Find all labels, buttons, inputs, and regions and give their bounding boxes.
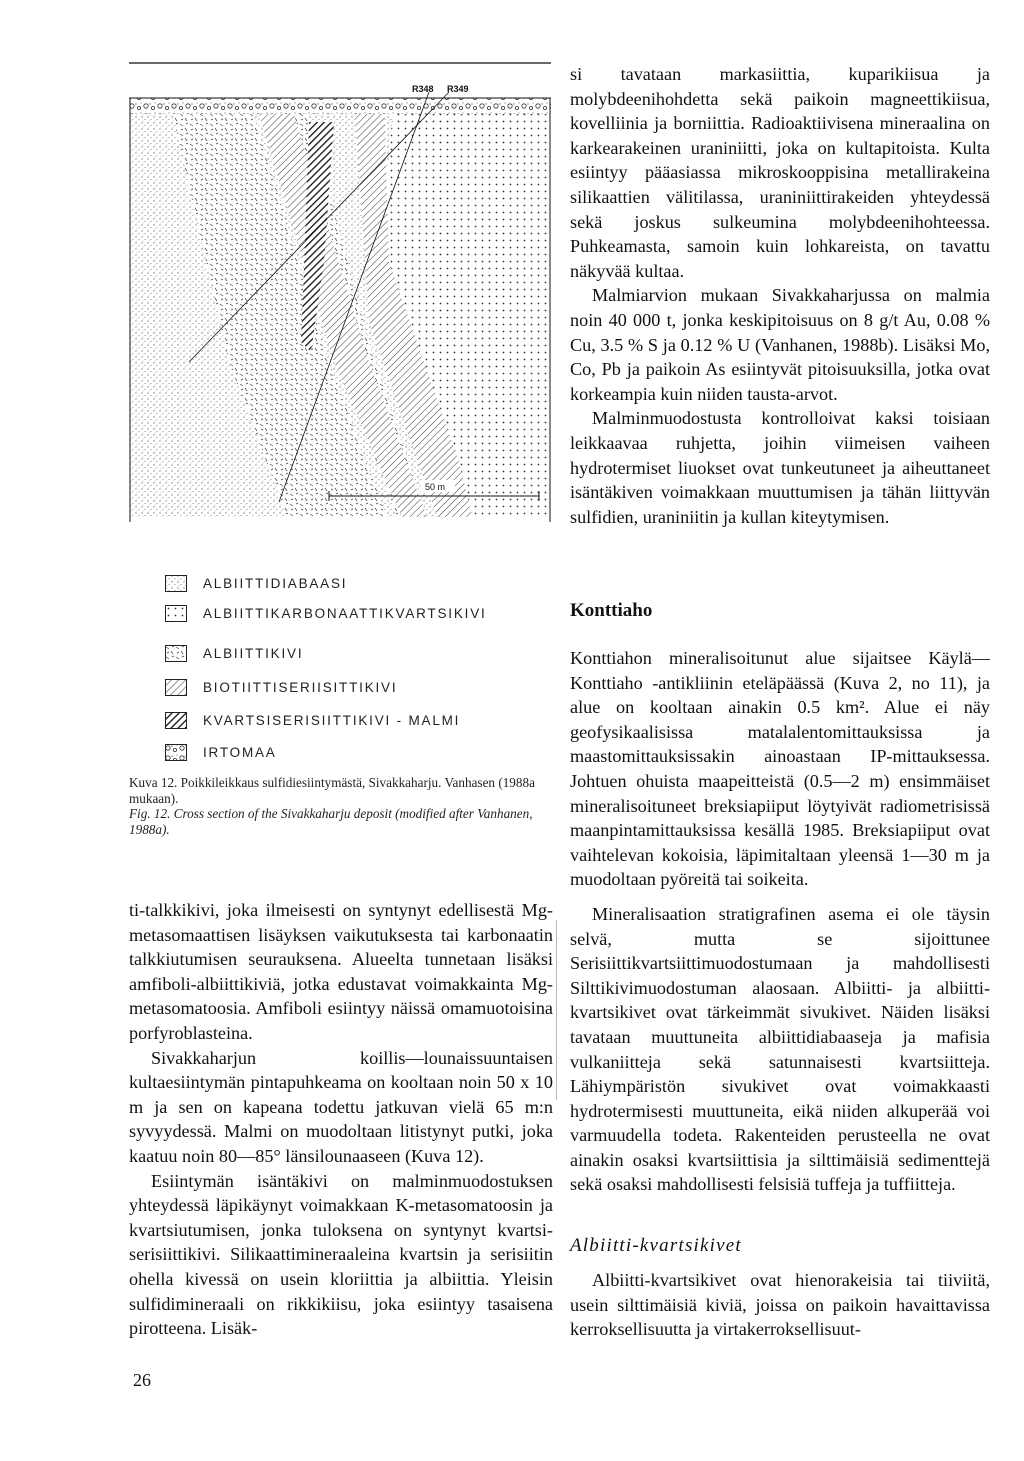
right-paragraph-6: Albiitti-kvartsikivet ovat hienorakeisia tai tiiviitä, usein silttimäisiä kiviä, joissa on paikoin havaittavissa kerroksellisuutta ja virtakerroksellisuut- [570, 1270, 990, 1340]
figure-caption [129, 775, 554, 837]
subsection-heading: Albiitti-kvartsikivet [570, 1235, 742, 1256]
right-column-top [570, 62, 990, 529]
right-paragraph-1: si tavataan markasiittia, kuparikiisua ja molybdeenihohdetta sekä paikoin magneettikiisua, kovelliinia ja borniittia. Radioaktiivisena mineraalina on karkearakeinen uraniniitti, joka on kultapitoista. Kulta esiintyy pääasiassa mikroskooppisina metallirakeina silikaattien välitilassa, uraniniittirakeiden yhteydessä sekä joskus sulkeumina molybdeenihohteessa. Puhkeamasta, samoin kuin lohkareista, on tavattu näkyvää kultaa. [570, 64, 990, 281]
legend-item [165, 571, 347, 595]
cross-section-figure [129, 62, 551, 524]
legend-label: BIOTIITTISERIISITTIKIVI [203, 679, 398, 695]
legend-swatch [165, 744, 187, 761]
right-paragraph-3: Malminmuodostusta kontrolloivat kaksi toisiaan leikkaavaa ruhjetta, joihin viimeisen vaiheen hydrotermiset liuokset ovat tunkeutuneet ja aiheuttaneet isäntäkiven voimakkaan muuttumisen ja tähän liittyvän sulfidien, uraniniitin ja kullan kiteytymisen. [570, 408, 990, 527]
right-paragraph-2: Malmiarvion mukaan Sivakkaharjussa on malmia noin 40 000 t, jonka keskipitoisuus on 8 g/t Au, 0.08 % Cu, 3.5 % S ja 0.12 % U (Vanhanen, 1988b). Lisäksi Mo, Co, Pb ja paikoin As esiintyvät pitoisuuksilla, jotka ovat korkeampia kuin niiden tausta-arvot. [570, 285, 990, 404]
legend-swatch [165, 605, 187, 622]
scale-bar-label: 50 m [425, 482, 446, 492]
legend-label: IRTOMAA [203, 744, 277, 760]
legend-item [165, 675, 397, 699]
legend-swatch [165, 575, 187, 592]
legend-item [165, 740, 277, 764]
right-column-bottom [570, 1268, 990, 1342]
legend-item [165, 708, 460, 732]
left-paragraph-3: Esiintymän isäntäkivi on malminmuodostuksen yhteydessä läpikäynyt voimakkaan K-metasomatoosin ja kvartsiutumisen, jonka tuloksena on syntynyt kvartsi-serisiittikivi. Silikaattimineraaleina kvartsin ja serisiitin ohella kivessä on usein kloriittia ja albiittia. Yleisin sulfidimineraali on rikkikiisu, joka esiintyy tasaisena pirotteena. Lisäk- [129, 1170, 553, 1339]
legend-swatch [165, 679, 187, 696]
drillhole-label-r348: R348 [412, 84, 434, 94]
right-paragraph-4: Konttiahon mineralisoitunut alue sijaitsee Käylä—Konttiaho -antikliinin eteläpäässä (Kuva 2, no 11), ja alue on kooltaan ainakin 0.5 km². Alue ei näy geofysikaalisissa matalalentomittauksissa ja maastomittauksissakin ainoastaan IP-mittauksessa. Johtuen ohuista maapeitteistä (0.5—2 m) ensimmäiset mineralisoituneet breksiapiiput löytyivät radiometrisissä maanpintamittauksissa kesällä 1985. Breksiapiiput ovat vaihtelevan kokoisia, läpimitaltaan yleensä 1—30 m ja muodoltaan pyöreitä tai soikeita. [570, 648, 990, 890]
cross-section-drawing [129, 62, 551, 524]
page-number: 26 [133, 1370, 151, 1390]
section-heading-konttiaho: Konttiaho [570, 600, 653, 621]
left-paragraph-1: ti-talkkikivi, joka ilmeisesti on syntynyt edellisestä Mg-metasomaattisen lisäyksen vaikutuksesta tai karbonaatin talkkiutumisen seurauksena. Alueelta tunnetaan lisäksi amfiboli-albiittikiviä, jotka edustavat voimakkainta Mg-metasomatoosia. Amfiboli esiintyy näissä omamuotoisina porfyroblasteina. [129, 900, 553, 1043]
legend-item [165, 601, 487, 625]
left-paragraph-2: Sivakkaharjun koillis—lounaissuuntaisen kultaesiintymän pintapuhkeama on kooltaan noin 50 x 10 m ja sen on kapeana todettu jatkuvan vielä 65 m:n syvyydessä. Malmi on muodoltaan litistynyt putki, joka kaatuu noin 80—85° länsilounaaseen (Kuva 12). [129, 1047, 553, 1166]
right-paragraph-5: Mineralisaation stratigrafinen asema ei ole täysin selvä, mutta se sijoittunee Serisiittikvartsiittimuodostumaan ja mahdollisesti Silttikivimuodostuman alaosaan. Albiitti- ja albiitti-kvartsikivet ovat tärkeimmät sivukivet. Näiden lisäksi tavataan muuttuneita albiittidiabaaseja ja mafisia vulkaniitteja sekä satunnaisesti kvartsiitteja. Lähiympäristön sivukivet ovat voimakkaasti hydrotermisesti muuttuneita, eikä niiden alkuperää voi varmuudella todeta. Rakenteiden perusteella ne ovat ainakin osaksi kvartsiittisia ja silttimäisiä sedimenttejä sekä osaksi mahdollisesti felsisiä tuffeja ja tuffiitteja. [570, 903, 990, 1195]
legend-label: ALBIITTIKIVI [203, 645, 304, 661]
legend-label: KVARTSISERISIITTIKIVI - MALMI [203, 712, 461, 728]
legend-item [165, 641, 303, 665]
caption-finnish: Kuva 12. Poikkileikkaus sulfidiesiintymästä, Sivakkaharju. Vanhasen (1988a mukaan). [129, 775, 535, 806]
legend-label: ALBIITTIDIABAASI [203, 575, 348, 591]
margin-rule [556, 920, 557, 1100]
caption-english: Fig. 12. Cross section of the Sivakkaharju deposit (modified after Vanhanen, 1988a). [129, 806, 533, 837]
right-column-mid [570, 646, 990, 1197]
legend-swatch [165, 712, 187, 729]
drillhole-label-r349: R349 [447, 84, 469, 94]
legend-label: ALBIITTIKARBONAATTIKVARTSIKIVI [203, 605, 487, 621]
legend-swatch [165, 645, 187, 662]
left-column [129, 898, 553, 1341]
